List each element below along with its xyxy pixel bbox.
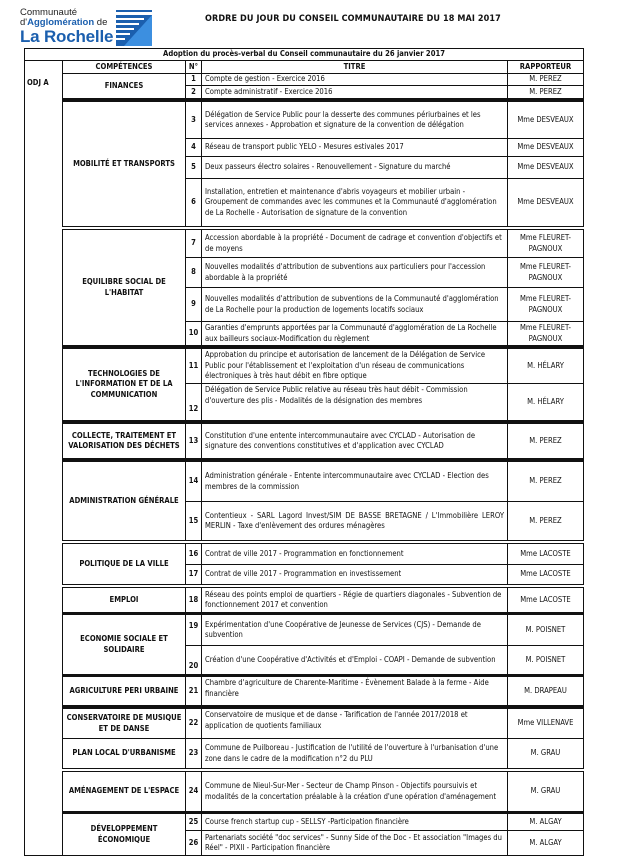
row-rapporteur: M. PEREZ (507, 501, 584, 541)
pv-adoption-banner: Adoption du procès-verbal du Conseil communautaire du 26 janvier 2017 (24, 48, 584, 61)
row-rapporteur: Mme FLEURET-PAGNOUX (507, 321, 584, 346)
row-num: 18 (185, 587, 202, 613)
row-num: 15 (185, 501, 202, 541)
row-num: 23 (185, 738, 202, 769)
row-num: 13 (185, 423, 202, 459)
row-rapporteur: M. GRAU (507, 738, 584, 769)
col-header-rapporteur: RAPPORTEUR (507, 60, 584, 74)
row-rapporteur: M. PEREZ (507, 461, 584, 502)
row-titre: Contrat de ville 2017 - Programmation en investissement (201, 564, 508, 585)
row-titre: Délégation de Service Public pour la desserte des communes périurbaines et les services annexes - Approbation et signature de la convention de délégation (201, 101, 508, 139)
competence-plu: PLAN LOCAL D'URBANISME (62, 738, 186, 769)
row-titre: Administration générale - Entente intercommunautaire avec CYCLAD - Election des membres de la commission (201, 461, 508, 502)
competence-habitat: EQUILIBRE SOCIAL DE L'HABITAT (62, 229, 186, 346)
row-rapporteur: Mme DESVEAUX (507, 138, 584, 157)
row-titre: Réseau de transport public YELO - Mesures estivales 2017 (201, 138, 508, 157)
row-titre: Création d'une Coopérative d'Activités et d'Emploi - COAPI - Demande de subvention (201, 645, 508, 675)
row-num: 24 (185, 771, 202, 812)
row-rapporteur: Mme LACOSTE (507, 587, 584, 613)
row-num: 2 (185, 85, 202, 99)
row-titre: Expérimentation d'une Coopérative de Jeunesse de Services (CJS) - Demande de subvention (201, 614, 508, 646)
row-titre: Réseau des points emploi de quartiers - Régie de quartiers diagonales - Subvention de fonctionnement 2017 et convention (201, 587, 508, 613)
row-titre: Garanties d'emprunts apportées par la Communauté d'agglomération de La Rochelle aux bailleurs sociaux-Modification du règlement (201, 321, 508, 346)
row-rapporteur: M. DRAPEAU (507, 676, 584, 706)
competence-amenagement: AMÉNAGEMENT DE L'ESPACE (62, 771, 186, 812)
row-rapporteur: M. HÉLARY (507, 383, 584, 421)
competence-tic: TECHNOLOGIES DE L'INFORMATION ET DE LA COMMUNICATION (62, 348, 186, 421)
odj-label: ODJ A (24, 60, 63, 856)
competence-agriculture: AGRICULTURE PERI URBAINE (62, 676, 186, 706)
row-titre: Commune de Nieul-Sur-Mer - Secteur de Champ Pinson - Objectifs poursuivis et modalités de la concertation préalable à la création d'une opération d'aménagement (201, 771, 508, 812)
competence-finances: FINANCES (62, 73, 186, 99)
row-titre: Accession abordable à la propriété - Document de cadrage et convention d'objectifs et de moyens (201, 229, 508, 258)
row-rapporteur: Mme FLEURET-PAGNOUX (507, 257, 584, 288)
row-rapporteur: M. GRAU (507, 771, 584, 812)
row-titre: Nouvelles modalités d'attribution de subventions de la Communauté d'agglomération de La Rochelle pour la production de logements locatifs sociaux (201, 287, 508, 322)
competence-dechets: COLLECTE, TRAITEMENT ET VALORISATION DES DÉCHETS (62, 423, 186, 459)
col-header-competences: COMPÉTENCES (62, 60, 186, 74)
row-titre: Contrat de ville 2017 - Programmation en fonctionnement (201, 543, 508, 565)
competence-emploi: EMPLOI (62, 587, 186, 613)
row-num: 3 (185, 101, 202, 139)
row-titre: Compte de gestion - Exercice 2016 (201, 73, 508, 86)
row-rapporteur: M. POISNET (507, 614, 584, 646)
competence-mobilite: MOBILITÉ ET TRANSPORTS (62, 101, 186, 227)
row-rapporteur: M. ALGAY (507, 830, 584, 856)
row-num: 16 (185, 543, 202, 565)
row-num: 5 (185, 156, 202, 179)
row-num: 9 (185, 287, 202, 322)
agglomeration-logo (20, 8, 160, 48)
competence-politique-ville: POLITIQUE DE LA VILLE (62, 543, 186, 585)
row-titre: Commune de Puilboreau - Justification de l'utilité de l'ouverture à l'urbanisation d'une zone dans le cadre de la modification n°2 du PLU (201, 738, 508, 769)
row-titre: Constitution d'une entente intercommunautaire avec CYCLAD - Autorisation de signature des conventions constitutives et d'application avec CYCLAD (201, 423, 508, 459)
row-titre: Partenariats société "doc services" - Sunny Side of the Doc - Et association "Images du Réel" - PIXII - Participation financière (201, 830, 508, 856)
row-num: 1 (185, 73, 202, 86)
row-num: 6 (185, 178, 202, 227)
row-rapporteur: Mme LACOSTE (507, 543, 584, 565)
row-num: 8 (185, 257, 202, 288)
row-num: 19 (185, 614, 202, 646)
row-rapporteur: Mme DESVEAUX (507, 178, 584, 227)
competence-ess: ECONOMIE SOCIALE ET SOLIDAIRE (62, 614, 186, 675)
row-num: 12 (185, 383, 202, 421)
row-titre: Course french startup cup - SELLSY -Participation financière (201, 813, 508, 831)
logo-line-1: Communauté (20, 7, 78, 18)
row-num: 25 (185, 813, 202, 831)
row-titre: Nouvelles modalités d'attribution de subventions aux particuliers pour l'accession abordable à la propriété (201, 257, 508, 288)
row-rapporteur: M. POISNET (507, 645, 584, 675)
row-num: 14 (185, 461, 202, 502)
row-num: 22 (185, 708, 202, 739)
row-rapporteur: Mme LACOSTE (507, 564, 584, 585)
competence-conservatoire: CONSERVATOIRE DE MUSIQUE ET DE DANSE (62, 708, 186, 739)
row-rapporteur: M. PEREZ (507, 73, 584, 86)
logo-line-3: La Rochelle (20, 27, 114, 46)
row-num: 17 (185, 564, 202, 585)
row-rapporteur: Mme FLEURET-PAGNOUX (507, 287, 584, 322)
row-rapporteur: Mme FLEURET-PAGNOUX (507, 229, 584, 258)
row-rapporteur: Mme DESVEAUX (507, 156, 584, 179)
row-rapporteur: M. HÉLARY (507, 348, 584, 384)
col-header-titre: TITRE (201, 60, 508, 74)
row-titre: Compte administratif - Exercice 2016 (201, 85, 508, 99)
row-titre: Deux passeurs électro solaires - Renouvellement - Signature du marché (201, 156, 508, 179)
row-num: 10 (185, 321, 202, 346)
row-rapporteur: M. PEREZ (507, 85, 584, 99)
row-titre: Délégation de Service Public relative au réseau très haut débit - Commission d'ouverture des plis - Modalités de la désignation des membres (201, 383, 508, 421)
page-title: ORDRE DU JOUR DU CONSEIL COMMUNAUTAIRE DU 18 MAI 2017 (205, 14, 501, 24)
row-num: 26 (185, 830, 202, 856)
row-rapporteur: M. ALGAY (507, 813, 584, 831)
competence-administration: ADMINISTRATION GÉNÉRALE (62, 461, 186, 541)
row-titre: Approbation du principe et autorisation de lancement de la Délégation de Service Public pour l'établissement et l'exploitation d'un réseau de communications électroniques à très haut débit en fibre optique (201, 348, 508, 384)
logo-line-2: d'Agglomération de (20, 17, 108, 28)
logo-stripes-icon (116, 10, 152, 46)
row-rapporteur: M. PEREZ (507, 423, 584, 459)
row-titre: Chambre d'agriculture de Charente-Maritime - Évènement Balade à la ferme - Aide financière (201, 676, 508, 706)
row-num: 7 (185, 229, 202, 258)
row-num: 11 (185, 348, 202, 384)
row-titre: Installation, entretien et maintenance d'abris voyageurs et mobilier urbain - Groupement de commandes avec les communes et la Communauté d'agglomération de La Rochelle - Autorisation de signature de la convention (201, 178, 508, 227)
row-rapporteur: Mme VILLENAVE (507, 708, 584, 739)
row-num: 20 (185, 645, 202, 675)
row-num: 4 (185, 138, 202, 157)
row-rapporteur: Mme DESVEAUX (507, 101, 584, 139)
row-titre: Conservatoire de musique et de danse - Tarification de l'année 2017/2018 et application de quotients familiaux (201, 708, 508, 739)
col-header-num: N° (185, 60, 202, 74)
competence-dev-eco: DÉVELOPPEMENT ÉCONOMIQUE (62, 813, 186, 856)
row-titre: Contentieux - SARL Lagord Invest/SIM DE BASSE BRETAGNE / L'Immobilière LEROY MERLIN - Taxe d'enlèvement des ordures ménagères (201, 501, 508, 541)
row-num: 21 (185, 676, 202, 706)
